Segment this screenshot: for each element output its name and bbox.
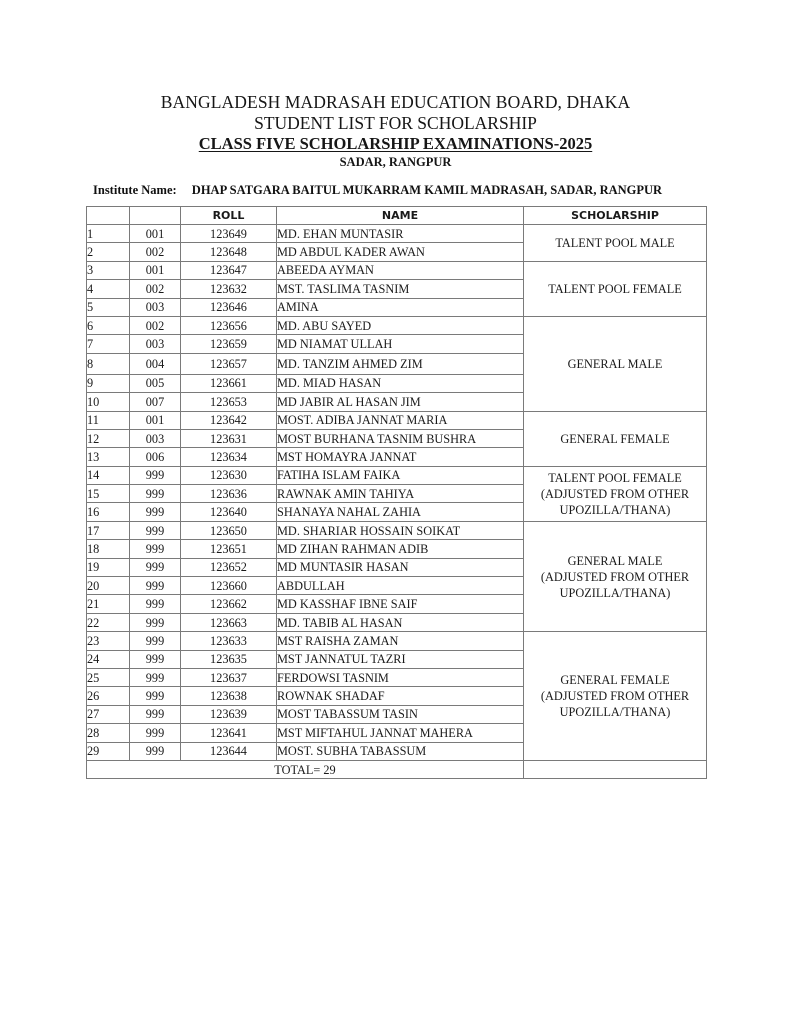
serial-cell: 22 bbox=[87, 613, 130, 631]
table-header-row bbox=[87, 207, 707, 225]
table-row bbox=[87, 632, 707, 650]
column-header-sl bbox=[87, 207, 130, 225]
name-cell: FERDOWSI TASNIM bbox=[277, 668, 524, 686]
roll-cell: 123639 bbox=[181, 705, 277, 723]
merit-cell: 999 bbox=[130, 466, 181, 484]
merit-cell: 999 bbox=[130, 577, 181, 595]
name-cell: FATIHA ISLAM FAIKA bbox=[277, 466, 524, 484]
table-row bbox=[87, 466, 707, 484]
roll-cell: 123636 bbox=[181, 485, 277, 503]
roll-cell: 123641 bbox=[181, 724, 277, 742]
merit-cell: 999 bbox=[130, 595, 181, 613]
name-cell: MD ABDUL KADER AWAN bbox=[277, 243, 524, 261]
scholarship-category-cell: TALENT POOL FEMALE bbox=[524, 261, 707, 316]
serial-cell: 29 bbox=[87, 742, 130, 760]
area-subtitle: SADAR, RANGPUR bbox=[339, 155, 452, 169]
name-cell: MST JANNATUL TAZRI bbox=[277, 650, 524, 668]
merit-cell: 002 bbox=[130, 316, 181, 334]
name-cell: MD. MIAD HASAN bbox=[277, 374, 524, 392]
name-cell: MOST BURHANA TASNIM BUSHRA bbox=[277, 429, 524, 447]
roll-cell: 123659 bbox=[181, 335, 277, 353]
name-cell: MD. SHARIAR HOSSAIN SOIKAT bbox=[277, 521, 524, 539]
roll-cell: 123638 bbox=[181, 687, 277, 705]
scholarship-category-cell: GENERAL FEMALE (ADJUSTED FROM OTHER UPOZILLA/THANA) bbox=[524, 632, 707, 761]
name-cell: MD ZIHAN RAHMAN ADIB bbox=[277, 540, 524, 558]
serial-cell: 16 bbox=[87, 503, 130, 521]
merit-cell: 003 bbox=[130, 298, 181, 316]
name-cell: MD MUNTASIR HASAN bbox=[277, 558, 524, 576]
serial-cell: 8 bbox=[87, 353, 130, 374]
serial-cell: 5 bbox=[87, 298, 130, 316]
scholarship-category-cell: GENERAL FEMALE bbox=[524, 411, 707, 466]
scholarship-category-cell: TALENT POOL MALE bbox=[524, 225, 707, 262]
roll-cell: 123653 bbox=[181, 393, 277, 411]
list-title: STUDENT LIST FOR SCHOLARSHIP bbox=[254, 113, 537, 133]
serial-cell: 20 bbox=[87, 577, 130, 595]
table-row bbox=[87, 225, 707, 243]
roll-cell: 123640 bbox=[181, 503, 277, 521]
name-cell: MOST. ADIBA JANNAT MARIA bbox=[277, 411, 524, 429]
name-cell: MD. TANZIM AHMED ZIM bbox=[277, 353, 524, 374]
serial-cell: 14 bbox=[87, 466, 130, 484]
serial-cell: 26 bbox=[87, 687, 130, 705]
serial-cell: 1 bbox=[87, 225, 130, 243]
name-cell: MST RAISHA ZAMAN bbox=[277, 632, 524, 650]
merit-cell: 999 bbox=[130, 687, 181, 705]
roll-cell: 123650 bbox=[181, 521, 277, 539]
merit-cell: 999 bbox=[130, 742, 181, 760]
merit-cell: 999 bbox=[130, 724, 181, 742]
name-cell: MD KASSHAF IBNE SAIF bbox=[277, 595, 524, 613]
roll-cell: 123634 bbox=[181, 448, 277, 466]
roll-cell: 123633 bbox=[181, 632, 277, 650]
merit-cell: 004 bbox=[130, 353, 181, 374]
name-cell: ABEEDA AYMAN bbox=[277, 261, 524, 279]
merit-cell: 999 bbox=[130, 632, 181, 650]
roll-cell: 123631 bbox=[181, 429, 277, 447]
roll-cell: 123647 bbox=[181, 261, 277, 279]
table-row bbox=[87, 411, 707, 429]
merit-cell: 999 bbox=[130, 650, 181, 668]
serial-cell: 23 bbox=[87, 632, 130, 650]
merit-cell: 999 bbox=[130, 705, 181, 723]
serial-cell: 21 bbox=[87, 595, 130, 613]
merit-cell: 999 bbox=[130, 668, 181, 686]
board-title: BANGLADESH MADRASAH EDUCATION BOARD, DHAKA bbox=[160, 92, 631, 112]
table-row bbox=[87, 261, 707, 279]
serial-cell: 11 bbox=[87, 411, 130, 429]
merit-cell: 999 bbox=[130, 503, 181, 521]
name-cell: MST. TASLIMA TASNIM bbox=[277, 280, 524, 298]
merit-cell: 005 bbox=[130, 374, 181, 392]
serial-cell: 27 bbox=[87, 705, 130, 723]
table-row bbox=[87, 521, 707, 539]
name-cell: MOST TABASSUM TASIN bbox=[277, 705, 524, 723]
serial-cell: 19 bbox=[87, 558, 130, 576]
roll-cell: 123630 bbox=[181, 466, 277, 484]
serial-cell: 28 bbox=[87, 724, 130, 742]
serial-cell: 9 bbox=[87, 374, 130, 392]
merit-cell: 999 bbox=[130, 521, 181, 539]
exam-title: CLASS FIVE SCHOLARSHIP EXAMINATIONS-2025 bbox=[198, 134, 593, 153]
merit-cell: 007 bbox=[130, 393, 181, 411]
column-header-roll: ROLL bbox=[181, 207, 277, 225]
serial-cell: 2 bbox=[87, 243, 130, 261]
roll-cell: 123663 bbox=[181, 613, 277, 631]
scholarship-table bbox=[86, 206, 707, 779]
serial-cell: 12 bbox=[87, 429, 130, 447]
roll-cell: 123661 bbox=[181, 374, 277, 392]
roll-cell: 123632 bbox=[181, 280, 277, 298]
name-cell: ROWNAK SHADAF bbox=[277, 687, 524, 705]
merit-cell: 003 bbox=[130, 335, 181, 353]
serial-cell: 3 bbox=[87, 261, 130, 279]
serial-cell: 6 bbox=[87, 316, 130, 334]
name-cell: MD. ABU SAYED bbox=[277, 316, 524, 334]
merit-cell: 999 bbox=[130, 558, 181, 576]
total-count: TOTAL= 29 bbox=[87, 760, 524, 778]
serial-cell: 15 bbox=[87, 485, 130, 503]
serial-cell: 25 bbox=[87, 668, 130, 686]
merit-cell: 999 bbox=[130, 540, 181, 558]
roll-cell: 123635 bbox=[181, 650, 277, 668]
merit-cell: 999 bbox=[130, 485, 181, 503]
roll-cell: 123656 bbox=[181, 316, 277, 334]
total-empty-cell bbox=[524, 760, 707, 778]
roll-cell: 123644 bbox=[181, 742, 277, 760]
name-cell: MD. TABIB AL HASAN bbox=[277, 613, 524, 631]
name-cell: MST HOMAYRA JANNAT bbox=[277, 448, 524, 466]
serial-cell: 10 bbox=[87, 393, 130, 411]
column-header-merit bbox=[130, 207, 181, 225]
merit-cell: 001 bbox=[130, 411, 181, 429]
name-cell: MD. EHAN MUNTASIR bbox=[277, 225, 524, 243]
merit-cell: 003 bbox=[130, 429, 181, 447]
roll-cell: 123648 bbox=[181, 243, 277, 261]
name-cell: SHANAYA NAHAL ZAHIA bbox=[277, 503, 524, 521]
serial-cell: 17 bbox=[87, 521, 130, 539]
name-cell: MOST. SUBHA TABASSUM bbox=[277, 742, 524, 760]
merit-cell: 999 bbox=[130, 613, 181, 631]
name-cell: RAWNAK AMIN TAHIYA bbox=[277, 485, 524, 503]
column-header-scholarship: SCHOLARSHIP bbox=[524, 207, 707, 225]
merit-cell: 001 bbox=[130, 261, 181, 279]
roll-cell: 123649 bbox=[181, 225, 277, 243]
name-cell: MD JABIR AL HASAN JIM bbox=[277, 393, 524, 411]
serial-cell: 18 bbox=[87, 540, 130, 558]
institute-label: Institute Name: bbox=[93, 183, 177, 197]
table-body bbox=[87, 225, 707, 779]
name-cell: ABDULLAH bbox=[277, 577, 524, 595]
serial-cell: 4 bbox=[87, 280, 130, 298]
table-row bbox=[87, 316, 707, 334]
scholarship-category-cell: GENERAL MALE bbox=[524, 316, 707, 411]
merit-cell: 001 bbox=[130, 225, 181, 243]
serial-cell: 24 bbox=[87, 650, 130, 668]
institute-name: DHAP SATGARA BAITUL MUKARRAM KAMIL MADRASAH, SADAR, RANGPUR bbox=[191, 183, 663, 197]
roll-cell: 123657 bbox=[181, 353, 277, 374]
total-row bbox=[87, 760, 707, 778]
institute-line bbox=[93, 183, 662, 198]
merit-cell: 002 bbox=[130, 280, 181, 298]
serial-cell: 7 bbox=[87, 335, 130, 353]
scholarship-category-cell: TALENT POOL FEMALE (ADJUSTED FROM OTHER UPOZILLA/THANA) bbox=[524, 466, 707, 521]
serial-cell: 13 bbox=[87, 448, 130, 466]
roll-cell: 123652 bbox=[181, 558, 277, 576]
name-cell: AMINA bbox=[277, 298, 524, 316]
scholarship-category-cell: GENERAL MALE (ADJUSTED FROM OTHER UPOZILLA/THANA) bbox=[524, 521, 707, 631]
roll-cell: 123642 bbox=[181, 411, 277, 429]
name-cell: MST MIFTAHUL JANNAT MAHERA bbox=[277, 724, 524, 742]
roll-cell: 123662 bbox=[181, 595, 277, 613]
roll-cell: 123637 bbox=[181, 668, 277, 686]
merit-cell: 006 bbox=[130, 448, 181, 466]
name-cell: MD NIAMAT ULLAH bbox=[277, 335, 524, 353]
column-header-name: NAME bbox=[277, 207, 524, 225]
roll-cell: 123651 bbox=[181, 540, 277, 558]
roll-cell: 123660 bbox=[181, 577, 277, 595]
merit-cell: 002 bbox=[130, 243, 181, 261]
roll-cell: 123646 bbox=[181, 298, 277, 316]
